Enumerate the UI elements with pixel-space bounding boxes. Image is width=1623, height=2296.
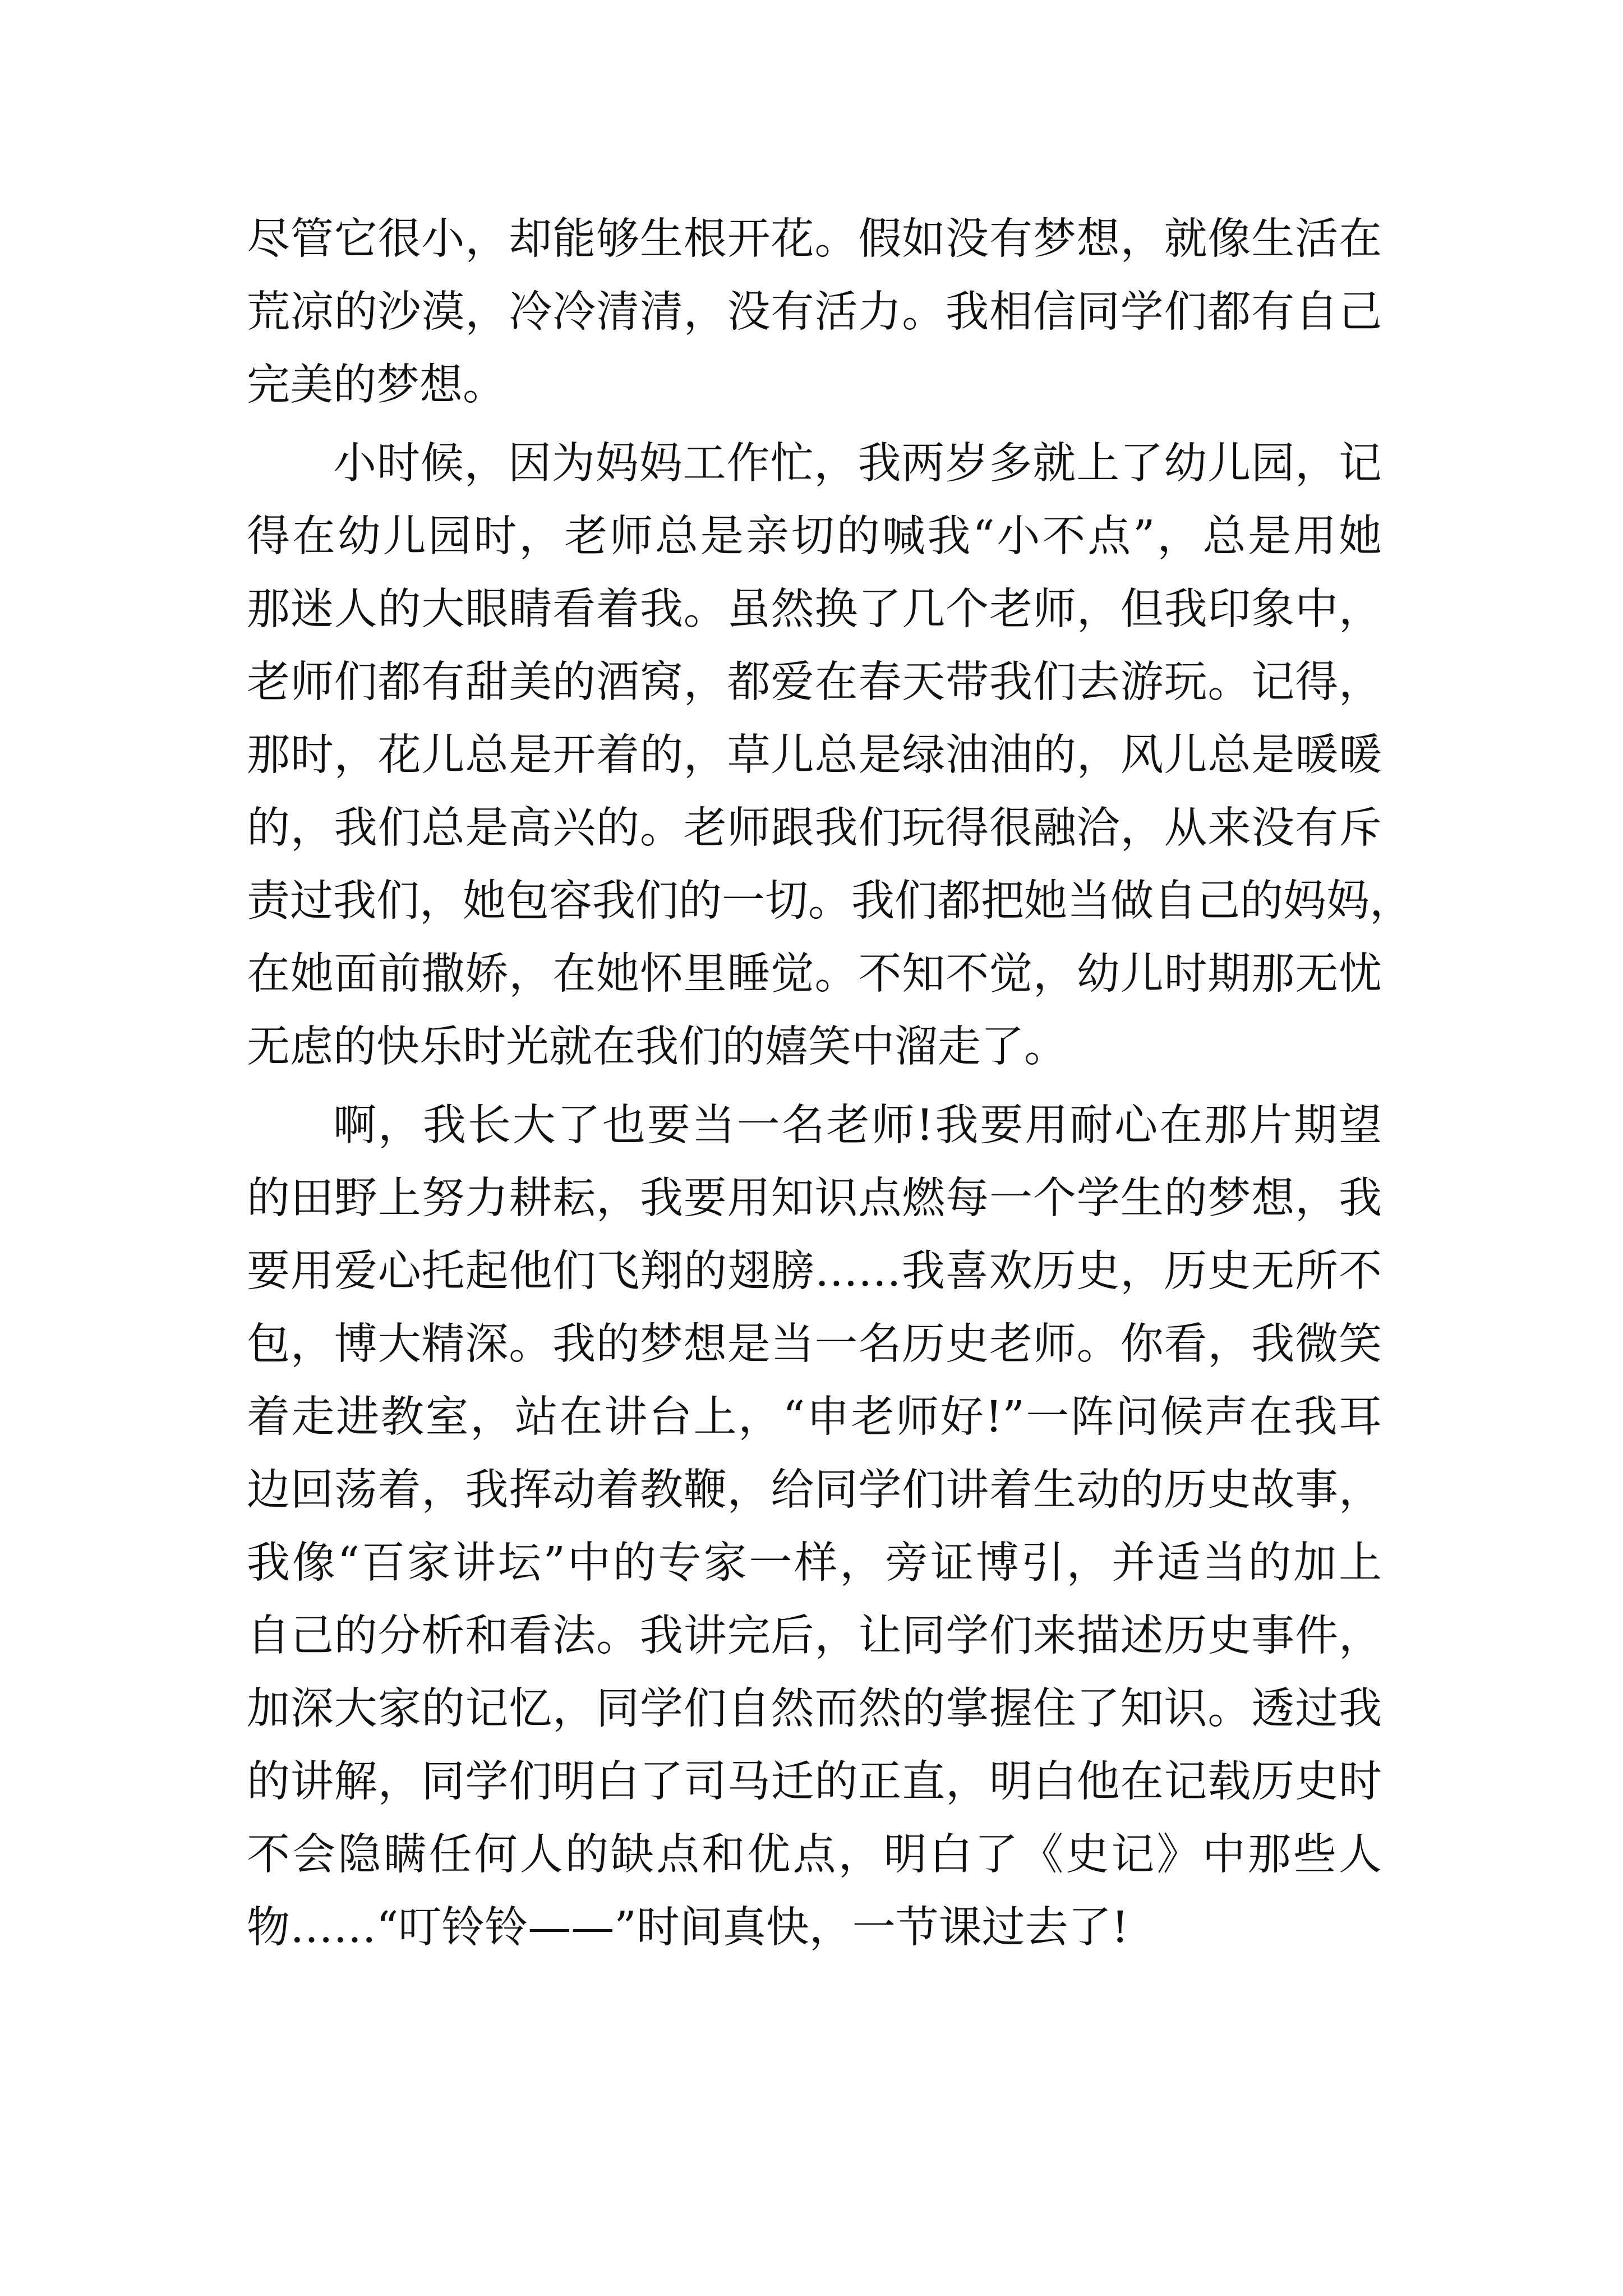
text-line: 那时，花儿总是开着的，草儿总是绿油油的，风儿总是暖暖 <box>247 730 1382 780</box>
text-line: 那迷人的大眼睛看着我。虽然换了几个老师，但我印象中， <box>247 585 1382 634</box>
text-line: 着走进教室，站在讲台上，“申老师好!”一阵问候声在我耳 <box>247 1392 1382 1442</box>
text-line: 在她面前撒娇，在她怀里睡觉。不知不觉，幼儿时期那无忧 <box>247 949 1382 999</box>
text-line: 的田野上努力耕耘，我要用知识点燃每一个学生的梦想，我 <box>247 1174 1382 1223</box>
text-line: 加深大家的记忆，同学们自然而然的掌握住了知识。透过我 <box>247 1684 1382 1734</box>
text-line: 的，我们总是高兴的。老师跟我们玩得很融洽，从来没有斥 <box>247 803 1382 853</box>
text-line: 物……“叮铃铃——”时间真快，一节课过去了! <box>247 1903 1129 1953</box>
essay-body <box>247 203 1413 1964</box>
text-line: 要用爱心托起他们飞翔的翅膀……我喜欢历史，历史无所不 <box>247 1246 1382 1296</box>
text-line: 尽管它很小，却能够生根开花。假如没有梦想，就像生活在 <box>247 214 1382 264</box>
text-line: 自己的分析和看法。我讲完后，让同学们来描述历史事件， <box>247 1611 1382 1661</box>
text-line: 包，博大精深。我的梦想是当一名历史老师。你看，我微笑 <box>247 1319 1382 1369</box>
paragraph-1 <box>247 203 1382 422</box>
text-line: 啊，我长大了也要当一名老师!我要用耐心在那片期望 <box>333 1101 1382 1151</box>
text-line: 小时候，因为妈妈工作忙，我两岁多就上了幼儿园，记 <box>333 439 1382 489</box>
paragraph-2 <box>247 427 1413 1084</box>
text-line: 我像“百家讲坛”中的专家一样，旁证博引，并适当的加上 <box>247 1538 1382 1588</box>
text-line: 的讲解，同学们明白了司马迁的正直，明白他在记载历史时 <box>247 1757 1382 1807</box>
text-line: 边回荡着，我挥动着教鞭，给同学们讲着生动的历史故事， <box>247 1465 1382 1515</box>
text-line: 老师们都有甜美的酒窝，都爱在春天带我们去游玩。记得， <box>247 657 1382 707</box>
text-line: 完美的梦想。 <box>247 360 506 410</box>
text-line: 无虑的快乐时光就在我们的嬉笑中溜走了。 <box>247 1022 1067 1072</box>
text-line: 不会隐瞒任何人的缺点和优点，明白了《史记》中那些人 <box>247 1830 1382 1880</box>
text-line: 得在幼儿园时，老师总是亲切的喊我“小不点”，总是用她 <box>247 512 1382 562</box>
text-line: 责过我们，她包容我们的一切。我们都把她当做自己的妈妈， <box>247 876 1413 926</box>
text-line: 荒凉的沙漠，冷冷清清，没有活力。我相信同学们都有自己 <box>247 287 1382 337</box>
paragraph-3 <box>247 1089 1382 1964</box>
